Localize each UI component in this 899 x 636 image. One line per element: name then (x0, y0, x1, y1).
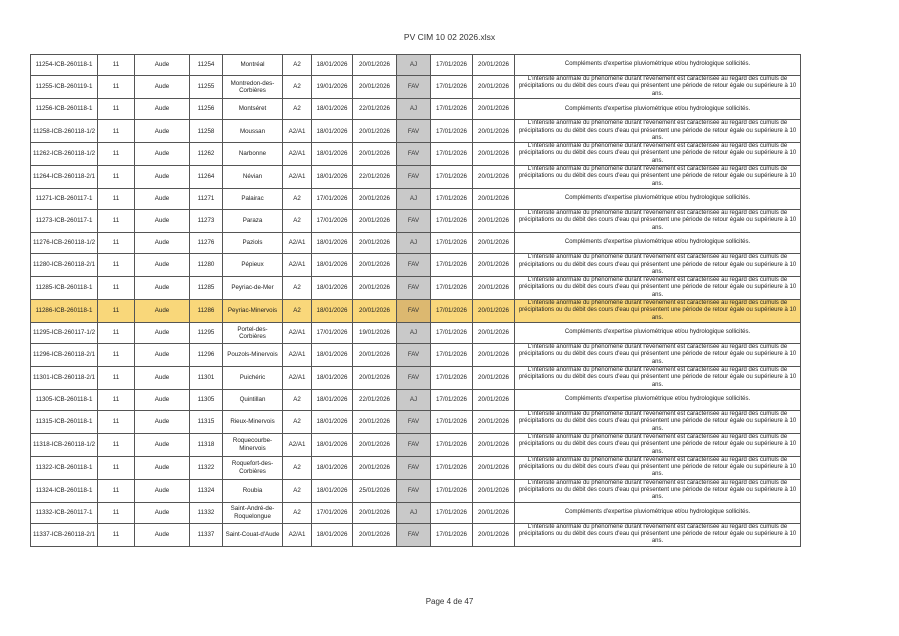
decision-cell: FAV (397, 366, 431, 389)
insee-code-cell: 11285 (190, 277, 223, 300)
dept-number-cell: 11 (98, 55, 135, 76)
event-start-cell: 17/01/2026 (431, 55, 473, 76)
dept-number-cell: 11 (98, 344, 135, 367)
decision-cell: FAV (397, 76, 431, 99)
decision-cell: FAV (397, 120, 431, 143)
commune-cell: Rieux-Minervois (223, 411, 283, 434)
dossier-id-cell: 11305-ICB-260118-1 (31, 389, 98, 410)
insee-code-cell: 11256 (190, 99, 223, 120)
zone-cell: A2/A1 (283, 254, 312, 277)
dossier-id-cell: 11322-ICB-260118-1 (31, 456, 98, 479)
commune-cell: Pépieux (223, 254, 283, 277)
dept-number-cell: 11 (98, 366, 135, 389)
observation-cell: L'intensité anormale du phénomène durant l'événement est caractérisée au regard des cumuls de précipitations ou du débit des cours d'eau qui présentent une période de retour égale ou supérieure à 10 ans. (515, 479, 801, 502)
dept-number-cell: 11 (98, 277, 135, 300)
dept-number-cell: 11 (98, 411, 135, 434)
start-date-cell: 18/01/2026 (312, 411, 353, 434)
insee-code-cell: 11262 (190, 143, 223, 166)
dossier-id-cell: 11254-ICB-260118-1 (31, 55, 98, 76)
event-end-cell: 20/01/2026 (473, 254, 515, 277)
dossier-id-cell: 11280-ICB-260118-2/1 (31, 254, 98, 277)
decision-cell: AJ (397, 502, 431, 523)
event-end-cell: 20/01/2026 (473, 188, 515, 209)
dossier-id-cell: 11256-ICB-260118-1 (31, 99, 98, 120)
zone-cell: A2/A1 (283, 143, 312, 166)
start-date-cell: 17/01/2026 (312, 502, 353, 523)
observation-cell: L'intensité anormale du phénomène durant l'événement est caractérisée au regard des cumuls de précipitations ou du débit des cours d'eau qui présentent une période de retour égale ou supérieure à 10 ans. (515, 299, 801, 322)
event-end-cell: 20/01/2026 (473, 523, 515, 546)
end-date-cell: 22/01/2026 (353, 99, 397, 120)
table-row (31, 389, 801, 410)
commune-cell: Puichéric (223, 366, 283, 389)
event-start-cell: 17/01/2026 (431, 322, 473, 343)
dossier-id-cell: 11337-ICB-260118-2/1 (31, 523, 98, 546)
zone-cell: A2 (283, 456, 312, 479)
decision-cell: FAV (397, 456, 431, 479)
decision-table (30, 54, 801, 547)
observation-cell: L'intensité anormale du phénomène durant l'événement est caractérisée au regard des cumuls de précipitations ou du débit des cours d'eau qui présentent une période de retour égale ou supérieure à 10 ans. (515, 344, 801, 367)
end-date-cell: 20/01/2026 (353, 344, 397, 367)
table-row (31, 322, 801, 343)
observation-cell: L'intensité anormale du phénomène durant l'événement est caractérisée au regard des cumuls de précipitations ou du débit des cours d'eau qui présentent une période de retour égale ou supérieure à 10 ans. (515, 523, 801, 546)
event-start-cell: 17/01/2026 (431, 254, 473, 277)
dept-number-cell: 11 (98, 76, 135, 99)
start-date-cell: 18/01/2026 (312, 366, 353, 389)
dept-number-cell: 11 (98, 479, 135, 502)
commune-cell: Peyriac-Minervois (223, 299, 283, 322)
end-date-cell: 20/01/2026 (353, 366, 397, 389)
observation-cell: Compléments d'expertise pluviométrique et/ou hydrologique sollicités. (515, 389, 801, 410)
end-date-cell: 20/01/2026 (353, 523, 397, 546)
commune-cell: Moussan (223, 120, 283, 143)
start-date-cell: 18/01/2026 (312, 277, 353, 300)
dept-number-cell: 11 (98, 120, 135, 143)
insee-code-cell: 11264 (190, 166, 223, 189)
end-date-cell: 20/01/2026 (353, 188, 397, 209)
event-end-cell: 20/01/2026 (473, 299, 515, 322)
dept-number-cell: 11 (98, 299, 135, 322)
insee-code-cell: 11318 (190, 433, 223, 456)
event-start-cell: 17/01/2026 (431, 120, 473, 143)
start-date-cell: 18/01/2026 (312, 254, 353, 277)
insee-code-cell: 11324 (190, 479, 223, 502)
commune-cell: Roubia (223, 479, 283, 502)
dept-number-cell: 11 (98, 322, 135, 343)
dept-name-cell: Aude (135, 99, 190, 120)
dept-name-cell: Aude (135, 479, 190, 502)
dept-name-cell: Aude (135, 299, 190, 322)
event-start-cell: 17/01/2026 (431, 233, 473, 254)
dept-name-cell: Aude (135, 277, 190, 300)
commune-cell: Paziols (223, 233, 283, 254)
zone-cell: A2/A1 (283, 120, 312, 143)
dept-number-cell: 11 (98, 389, 135, 410)
page-number: Page 4 de 47 (425, 597, 474, 606)
decision-cell: AJ (397, 99, 431, 120)
insee-code-cell: 11322 (190, 456, 223, 479)
event-end-cell: 20/01/2026 (473, 366, 515, 389)
dept-name-cell: Aude (135, 166, 190, 189)
event-start-cell: 17/01/2026 (431, 299, 473, 322)
dossier-id-cell: 11286-ICB-260118-1 (31, 299, 98, 322)
decision-cell: AJ (397, 233, 431, 254)
dossier-id-cell: 11258-ICB-260118-1/2 (31, 120, 98, 143)
insee-code-cell: 11255 (190, 76, 223, 99)
table-row (31, 523, 801, 546)
observation-cell: L'intensité anormale du phénomène durant l'événement est caractérisée au regard des cumuls de précipitations ou du débit des cours d'eau qui présentent une période de retour égale ou supérieure à 10 ans. (515, 254, 801, 277)
end-date-cell: 20/01/2026 (353, 299, 397, 322)
table-row (31, 210, 801, 233)
insee-code-cell: 11332 (190, 502, 223, 523)
end-date-cell: 20/01/2026 (353, 143, 397, 166)
event-end-cell: 20/01/2026 (473, 389, 515, 410)
event-end-cell: 20/01/2026 (473, 433, 515, 456)
observation-cell: Compléments d'expertise pluviométrique et/ou hydrologique sollicités. (515, 233, 801, 254)
decision-cell: FAV (397, 210, 431, 233)
table-row (31, 366, 801, 389)
observation-cell: L'intensité anormale du phénomène durant l'événement est caractérisée au regard des cumuls de précipitations ou du débit des cours d'eau qui présentent une période de retour égale ou supérieure à 10 ans. (515, 456, 801, 479)
zone-cell: A2 (283, 210, 312, 233)
zone-cell: A2 (283, 299, 312, 322)
event-end-cell: 20/01/2026 (473, 120, 515, 143)
dossier-id-cell: 11271-ICB-260117-1 (31, 188, 98, 209)
table-row (31, 55, 801, 76)
event-start-cell: 17/01/2026 (431, 389, 473, 410)
observation-cell: L'intensité anormale du phénomène durant l'événement est caractérisée au regard des cumuls de précipitations ou du débit des cours d'eau qui présentent une période de retour égale ou supérieure à 10 ans. (515, 120, 801, 143)
insee-code-cell: 11286 (190, 299, 223, 322)
decision-cell: FAV (397, 433, 431, 456)
end-date-cell: 20/01/2026 (353, 210, 397, 233)
decision-cell: FAV (397, 166, 431, 189)
dept-name-cell: Aude (135, 433, 190, 456)
zone-cell: A2 (283, 76, 312, 99)
end-date-cell: 20/01/2026 (353, 433, 397, 456)
table-row (31, 479, 801, 502)
document-title: PV CIM 10 02 2026.xlsx (403, 32, 496, 42)
end-date-cell: 25/01/2026 (353, 479, 397, 502)
dept-name-cell: Aude (135, 210, 190, 233)
event-end-cell: 20/01/2026 (473, 233, 515, 254)
event-start-cell: 17/01/2026 (431, 143, 473, 166)
event-end-cell: 20/01/2026 (473, 166, 515, 189)
table-row (31, 411, 801, 434)
zone-cell: A2/A1 (283, 166, 312, 189)
commune-cell: Quintillan (223, 389, 283, 410)
start-date-cell: 18/01/2026 (312, 433, 353, 456)
dossier-id-cell: 11315-ICB-260118-1 (31, 411, 98, 434)
decision-cell: AJ (397, 389, 431, 410)
event-end-cell: 20/01/2026 (473, 99, 515, 120)
commune-cell: Paraza (223, 210, 283, 233)
insee-code-cell: 11254 (190, 55, 223, 76)
decision-cell: FAV (397, 411, 431, 434)
end-date-cell: 20/01/2026 (353, 456, 397, 479)
event-start-cell: 17/01/2026 (431, 76, 473, 99)
table-row (31, 299, 801, 322)
start-date-cell: 17/01/2026 (312, 188, 353, 209)
start-date-cell: 19/01/2026 (312, 76, 353, 99)
commune-cell: Peyriac-de-Mer (223, 277, 283, 300)
event-start-cell: 17/01/2026 (431, 188, 473, 209)
commune-cell: Montséret (223, 99, 283, 120)
dept-number-cell: 11 (98, 254, 135, 277)
observation-cell: L'intensité anormale du phénomène durant l'événement est caractérisée au regard des cumuls de précipitations ou du débit des cours d'eau qui présentent une période de retour égale ou supérieure à 10 ans. (515, 277, 801, 300)
observation-cell: L'intensité anormale du phénomène durant l'événement est caractérisée au regard des cumuls de précipitations ou du débit des cours d'eau qui présentent une période de retour égale ou supérieure à 10 ans. (515, 433, 801, 456)
commune-cell: Montréal (223, 55, 283, 76)
dossier-id-cell: 11318-ICB-260118-1/2 (31, 433, 98, 456)
observation-cell: L'intensité anormale du phénomène durant l'événement est caractérisée au regard des cumuls de précipitations ou du débit des cours d'eau qui présentent une période de retour égale ou supérieure à 10 ans. (515, 166, 801, 189)
commune-cell: Narbonne (223, 143, 283, 166)
table-row (31, 188, 801, 209)
dept-name-cell: Aude (135, 502, 190, 523)
dept-name-cell: Aude (135, 188, 190, 209)
end-date-cell: 19/01/2026 (353, 322, 397, 343)
decision-cell: FAV (397, 479, 431, 502)
dept-number-cell: 11 (98, 188, 135, 209)
event-end-cell: 20/01/2026 (473, 502, 515, 523)
zone-cell: A2/A1 (283, 433, 312, 456)
event-end-cell: 20/01/2026 (473, 76, 515, 99)
zone-cell: A2 (283, 389, 312, 410)
dossier-id-cell: 11262-ICB-260118-1/2 (31, 143, 98, 166)
zone-cell: A2 (283, 188, 312, 209)
dossier-id-cell: 11295-ICB-260117-1/2 (31, 322, 98, 343)
dept-name-cell: Aude (135, 523, 190, 546)
table-row (31, 456, 801, 479)
dept-name-cell: Aude (135, 120, 190, 143)
decision-cell: FAV (397, 254, 431, 277)
dept-number-cell: 11 (98, 143, 135, 166)
end-date-cell: 20/01/2026 (353, 76, 397, 99)
event-end-cell: 20/01/2026 (473, 210, 515, 233)
event-start-cell: 17/01/2026 (431, 411, 473, 434)
dept-name-cell: Aude (135, 76, 190, 99)
dept-name-cell: Aude (135, 254, 190, 277)
commune-cell: Montredon-des-Corbières (223, 76, 283, 99)
event-start-cell: 17/01/2026 (431, 502, 473, 523)
dept-number-cell: 11 (98, 166, 135, 189)
insee-code-cell: 11271 (190, 188, 223, 209)
insee-code-cell: 11280 (190, 254, 223, 277)
event-start-cell: 17/01/2026 (431, 433, 473, 456)
dept-name-cell: Aude (135, 322, 190, 343)
dossier-id-cell: 11276-ICB-260118-1/2 (31, 233, 98, 254)
dossier-id-cell: 11285-ICB-260118-1 (31, 277, 98, 300)
zone-cell: A2/A1 (283, 322, 312, 343)
dept-name-cell: Aude (135, 411, 190, 434)
decision-cell: FAV (397, 299, 431, 322)
start-date-cell: 18/01/2026 (312, 479, 353, 502)
event-end-cell: 20/01/2026 (473, 456, 515, 479)
start-date-cell: 17/01/2026 (312, 210, 353, 233)
zone-cell: A2 (283, 411, 312, 434)
start-date-cell: 18/01/2026 (312, 233, 353, 254)
table-row (31, 254, 801, 277)
start-date-cell: 18/01/2026 (312, 99, 353, 120)
table-row (31, 99, 801, 120)
dept-number-cell: 11 (98, 502, 135, 523)
decision-cell: FAV (397, 143, 431, 166)
commune-cell: Roquefort-des-Corbières (223, 456, 283, 479)
event-end-cell: 20/01/2026 (473, 344, 515, 367)
decision-cell: AJ (397, 322, 431, 343)
insee-code-cell: 11305 (190, 389, 223, 410)
zone-cell: A2/A1 (283, 344, 312, 367)
dept-name-cell: Aude (135, 143, 190, 166)
table-row (31, 233, 801, 254)
dossier-id-cell: 11296-ICB-260118-2/1 (31, 344, 98, 367)
dept-name-cell: Aude (135, 456, 190, 479)
dept-name-cell: Aude (135, 366, 190, 389)
observation-cell: L'intensité anormale du phénomène durant l'événement est caractérisée au regard des cumuls de précipitations ou du débit des cours d'eau qui présentent une période de retour égale ou supérieure à 10 ans. (515, 76, 801, 99)
observation-cell: L'intensité anormale du phénomène durant l'événement est caractérisée au regard des cumuls de précipitations ou du débit des cours d'eau qui présentent une période de retour égale ou supérieure à 10 ans. (515, 143, 801, 166)
event-start-cell: 17/01/2026 (431, 166, 473, 189)
start-date-cell: 17/01/2026 (312, 322, 353, 343)
end-date-cell: 20/01/2026 (353, 254, 397, 277)
start-date-cell: 18/01/2026 (312, 55, 353, 76)
start-date-cell: 18/01/2026 (312, 120, 353, 143)
end-date-cell: 20/01/2026 (353, 277, 397, 300)
table-row (31, 344, 801, 367)
event-end-cell: 20/01/2026 (473, 55, 515, 76)
commune-cell: Roquecourbe-Minervois (223, 433, 283, 456)
dept-name-cell: Aude (135, 233, 190, 254)
table-row (31, 143, 801, 166)
table-row (31, 76, 801, 99)
event-start-cell: 17/01/2026 (431, 456, 473, 479)
commune-cell: Pouzols-Minervois (223, 344, 283, 367)
start-date-cell: 18/01/2026 (312, 143, 353, 166)
start-date-cell: 18/01/2026 (312, 344, 353, 367)
dept-name-cell: Aude (135, 344, 190, 367)
dossier-id-cell: 11301-ICB-260118-2/1 (31, 366, 98, 389)
start-date-cell: 18/01/2026 (312, 166, 353, 189)
dept-name-cell: Aude (135, 55, 190, 76)
event-start-cell: 17/01/2026 (431, 277, 473, 300)
decision-cell: AJ (397, 188, 431, 209)
zone-cell: A2 (283, 55, 312, 76)
decision-cell: FAV (397, 523, 431, 546)
end-date-cell: 22/01/2026 (353, 166, 397, 189)
table-row (31, 277, 801, 300)
end-date-cell: 20/01/2026 (353, 120, 397, 143)
dossier-id-cell: 11264-ICB-260118-2/1 (31, 166, 98, 189)
event-start-cell: 17/01/2026 (431, 366, 473, 389)
insee-code-cell: 11315 (190, 411, 223, 434)
observation-cell: Compléments d'expertise pluviométrique et/ou hydrologique sollicités. (515, 55, 801, 76)
event-end-cell: 20/01/2026 (473, 143, 515, 166)
observation-cell: L'intensité anormale du phénomène durant l'événement est caractérisée au regard des cumuls de précipitations ou du débit des cours d'eau qui présentent une période de retour égale ou supérieure à 10 ans. (515, 366, 801, 389)
zone-cell: A2 (283, 502, 312, 523)
dossier-id-cell: 11255-ICB-260119-1 (31, 76, 98, 99)
event-end-cell: 20/01/2026 (473, 479, 515, 502)
event-end-cell: 20/01/2026 (473, 322, 515, 343)
end-date-cell: 20/01/2026 (353, 411, 397, 434)
insee-code-cell: 11273 (190, 210, 223, 233)
table-row (31, 166, 801, 189)
insee-code-cell: 11301 (190, 366, 223, 389)
dept-number-cell: 11 (98, 233, 135, 254)
observation-cell: L'intensité anormale du phénomène durant l'événement est caractérisée au regard des cumuls de précipitations ou du débit des cours d'eau qui présentent une période de retour égale ou supérieure à 10 ans. (515, 411, 801, 434)
zone-cell: A2/A1 (283, 233, 312, 254)
event-start-cell: 17/01/2026 (431, 99, 473, 120)
commune-cell: Saint-Couat-d'Aude (223, 523, 283, 546)
insee-code-cell: 11295 (190, 322, 223, 343)
decision-cell: AJ (397, 55, 431, 76)
dept-number-cell: 11 (98, 523, 135, 546)
table-row (31, 433, 801, 456)
insee-code-cell: 11337 (190, 523, 223, 546)
zone-cell: A2 (283, 99, 312, 120)
decision-cell: FAV (397, 344, 431, 367)
commune-cell: Portel-des-Corbières (223, 322, 283, 343)
end-date-cell: 20/01/2026 (353, 55, 397, 76)
dept-name-cell: Aude (135, 389, 190, 410)
event-start-cell: 17/01/2026 (431, 210, 473, 233)
observation-cell: Compléments d'expertise pluviométrique et/ou hydrologique sollicités. (515, 188, 801, 209)
start-date-cell: 18/01/2026 (312, 523, 353, 546)
zone-cell: A2 (283, 277, 312, 300)
zone-cell: A2 (283, 479, 312, 502)
event-start-cell: 17/01/2026 (431, 523, 473, 546)
dept-number-cell: 11 (98, 99, 135, 120)
start-date-cell: 18/01/2026 (312, 299, 353, 322)
observation-cell: Compléments d'expertise pluviométrique et/ou hydrologique sollicités. (515, 99, 801, 120)
dept-number-cell: 11 (98, 433, 135, 456)
observation-cell: Compléments d'expertise pluviométrique et/ou hydrologique sollicités. (515, 502, 801, 523)
event-end-cell: 20/01/2026 (473, 411, 515, 434)
dossier-id-cell: 11273-ICB-260117-1 (31, 210, 98, 233)
commune-cell: Névian (223, 166, 283, 189)
end-date-cell: 20/01/2026 (353, 502, 397, 523)
observation-cell: Compléments d'expertise pluviométrique et/ou hydrologique sollicités. (515, 322, 801, 343)
zone-cell: A2/A1 (283, 366, 312, 389)
decision-cell: FAV (397, 277, 431, 300)
insee-code-cell: 11276 (190, 233, 223, 254)
end-date-cell: 20/01/2026 (353, 233, 397, 254)
start-date-cell: 18/01/2026 (312, 389, 353, 410)
start-date-cell: 18/01/2026 (312, 456, 353, 479)
dept-number-cell: 11 (98, 210, 135, 233)
commune-cell: Palairac (223, 188, 283, 209)
table-row (31, 502, 801, 523)
insee-code-cell: 11258 (190, 120, 223, 143)
event-end-cell: 20/01/2026 (473, 277, 515, 300)
dossier-id-cell: 11324-ICB-260118-1 (31, 479, 98, 502)
event-start-cell: 17/01/2026 (431, 479, 473, 502)
dossier-id-cell: 11332-ICB-260117-1 (31, 502, 98, 523)
observation-cell: L'intensité anormale du phénomène durant l'événement est caractérisée au regard des cumuls de précipitations ou du débit des cours d'eau qui présentent une période de retour égale ou supérieure à 10 ans. (515, 210, 801, 233)
dept-number-cell: 11 (98, 456, 135, 479)
event-start-cell: 17/01/2026 (431, 344, 473, 367)
zone-cell: A2/A1 (283, 523, 312, 546)
insee-code-cell: 11296 (190, 344, 223, 367)
end-date-cell: 22/01/2026 (353, 389, 397, 410)
table-row (31, 120, 801, 143)
commune-cell: Saint-André-de-Roquelongue (223, 502, 283, 523)
